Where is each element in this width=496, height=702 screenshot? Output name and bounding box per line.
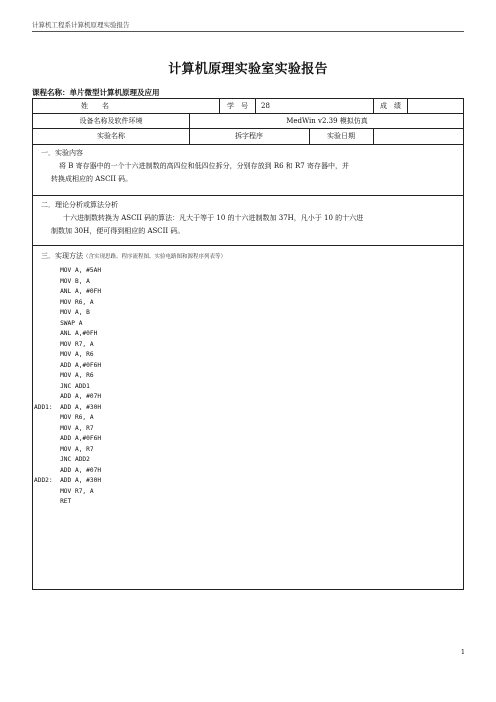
code-line: MOV R6, A xyxy=(34,414,94,421)
code-line: JNC ADD2 xyxy=(34,456,90,463)
code-line: ADD A,#0F6H xyxy=(34,361,102,369)
section-method-title xyxy=(41,250,226,263)
header-divider xyxy=(32,31,464,32)
report-title: 计算机原理实验室实验报告 xyxy=(168,62,328,77)
grade-label: 成 绩 xyxy=(380,102,401,110)
code-line: MOV A, R6 xyxy=(34,372,94,379)
col-divider xyxy=(373,128,374,144)
code-line: MOV A, B xyxy=(34,309,90,316)
code-line: ANL A,#0FH xyxy=(34,330,98,337)
code-line: ADD A, #07H xyxy=(34,466,102,474)
section-analysis-line2: 制数加 30H，便可得到相应的 ASCII 码。 xyxy=(51,227,185,235)
page-number: 1 xyxy=(460,648,465,656)
code-line: MOV R7, A xyxy=(34,340,94,348)
code-line: JNC ADD1 xyxy=(34,382,90,390)
section-method-note: （含实现思路、程序流程图、实验电路图和源程序列表等） xyxy=(83,254,227,260)
section-divider xyxy=(33,245,463,246)
section-method-heading: 三．实现方法 xyxy=(41,252,83,260)
environment-value: MedWin v2.39 模拟仿真 xyxy=(286,117,368,125)
section-content-title: 一．实验内容 xyxy=(41,149,83,157)
code-line: ADD A,#0F6H xyxy=(34,435,102,442)
row-divider xyxy=(33,144,463,145)
code-line: ADD1: ADD A, #30H xyxy=(34,403,102,411)
code-line: ADD2: ADD A, #30H xyxy=(34,477,102,484)
name-label: 姓 名 xyxy=(81,102,109,110)
section-divider xyxy=(33,195,463,196)
section-analysis-line1: 十六进制数转换为 ASCII 码的算法：凡大于等于 10 的十六进制数加 37H，凡小于 10 的十六进 xyxy=(63,214,364,222)
student-id-value: 28 xyxy=(261,102,270,110)
code-line: MOV B, A xyxy=(34,277,90,285)
section-content-line1: 将 B 寄存器中的一个十六进制数的高四位和低四位拆分，分别存放到 R6 和 R7 寄存器中，并 xyxy=(59,162,349,170)
assembly-source-listing xyxy=(34,266,101,508)
code-line: ADD A, #07H xyxy=(34,393,102,400)
section-content-line2: 转换成相应的 ASCII 码。 xyxy=(51,175,133,183)
environment-label: 设备名称及软件环境 xyxy=(79,117,143,125)
code-line: RET xyxy=(34,498,72,505)
code-line: SWAP A xyxy=(34,319,83,327)
col-divider xyxy=(255,99,256,113)
experiment-date-label: 实验日期 xyxy=(327,132,355,140)
student-id-label: 学 号 xyxy=(227,102,248,110)
code-line: MOV A, R6 xyxy=(34,351,94,358)
section-analysis-title: 二．理论分析或算法分析 xyxy=(41,201,118,209)
code-line: MOV R7, A xyxy=(34,487,94,495)
experiment-name-label: 实验名称 xyxy=(97,132,125,140)
col-divider xyxy=(407,99,408,113)
code-line: ANL A, #0FH xyxy=(34,288,102,295)
experiment-name-value: 拆字程序 xyxy=(235,132,263,140)
running-header: 计算机工程系计算机原理实验报告 xyxy=(32,21,130,29)
code-line: MOV R6, A xyxy=(34,298,94,306)
code-line: MOV A, R7 xyxy=(34,445,94,453)
code-line: MOV A, #5AH xyxy=(34,267,102,274)
course-name: 课程名称：单片微型计算机原理及应用 xyxy=(32,88,160,97)
code-line: MOV A, R7 xyxy=(34,424,94,432)
